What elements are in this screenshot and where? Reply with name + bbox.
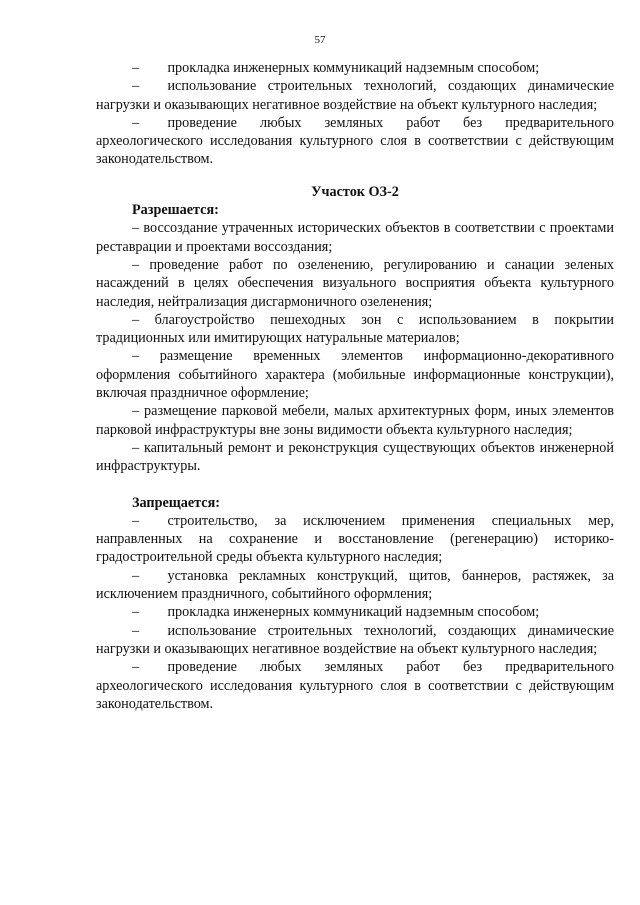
list-item: – воссоздание утраченных исторических объектов в соответствии с проектами реставрации и проектами воссоздания; (96, 220, 614, 255)
list-item: – строительство, за исключением применения специальных мер, направленных на сохранение и восстановление (регенерацию) историко-градостроительной среды объекта культурного наследия; (96, 512, 614, 566)
list-item: – использование строительных технологий, создающих динамические нагрузки и оказывающих негативное воздействие на объект культурного наследия; (96, 622, 614, 657)
page-number: 57 (314, 34, 326, 46)
list-item: – проведение любых земляных работ без предварительного археологического исследования культурного слоя в соответствии с действующим законодательством. (96, 114, 614, 168)
spacer (96, 476, 614, 494)
list-item: – прокладка инженерных коммуникаций надземным способом; (132, 60, 540, 76)
section-title: Участок ОЗ-2 (311, 183, 399, 200)
forbidden-heading: Запрещается: (132, 494, 220, 511)
allowed-heading: Разрешается: (132, 202, 219, 219)
list-item: – размещение парковой мебели, малых архитектурных форм, иных элементов парковой инфраструктуры вне зоны видимости объекта культурного наследия; (96, 403, 614, 438)
list-item: – проведение работ по озеленению, регулированию и санации зеленых насаждений в целях обеспечения визуального восприятия объекта культурного наследия, нейтрализация дисгармоничного озеленения; (96, 256, 614, 310)
document-body (96, 59, 614, 713)
list-item: – капитальный ремонт и реконструкция существующих объектов инженерной инфраструктуры. (96, 439, 614, 475)
list-item: – установка рекламных конструкций, щитов, баннеров, растяжек, за исключением праздничного, событийного оформления; (96, 567, 614, 603)
list-item: – благоустройство пешеходных зон с использованием в покрытии традиционных или имитирующих натуральные материалов; (96, 311, 614, 347)
list-item: – размещение временных элементов информационно-декоративного оформления событийного характера (мобильные информационные конструкции), включая праздничное оформление; (96, 348, 614, 402)
list-item: – прокладка инженерных коммуникаций надземным способом; (132, 604, 540, 621)
list-item: – использование строительных технологий, создающих динамические нагрузки и оказывающих негативное воздействие на объект культурного наследия; (96, 78, 614, 113)
list-item: – проведение любых земляных работ без предварительного археологического исследования культурного слоя в соответствии с действующим законодательством. (96, 659, 614, 712)
